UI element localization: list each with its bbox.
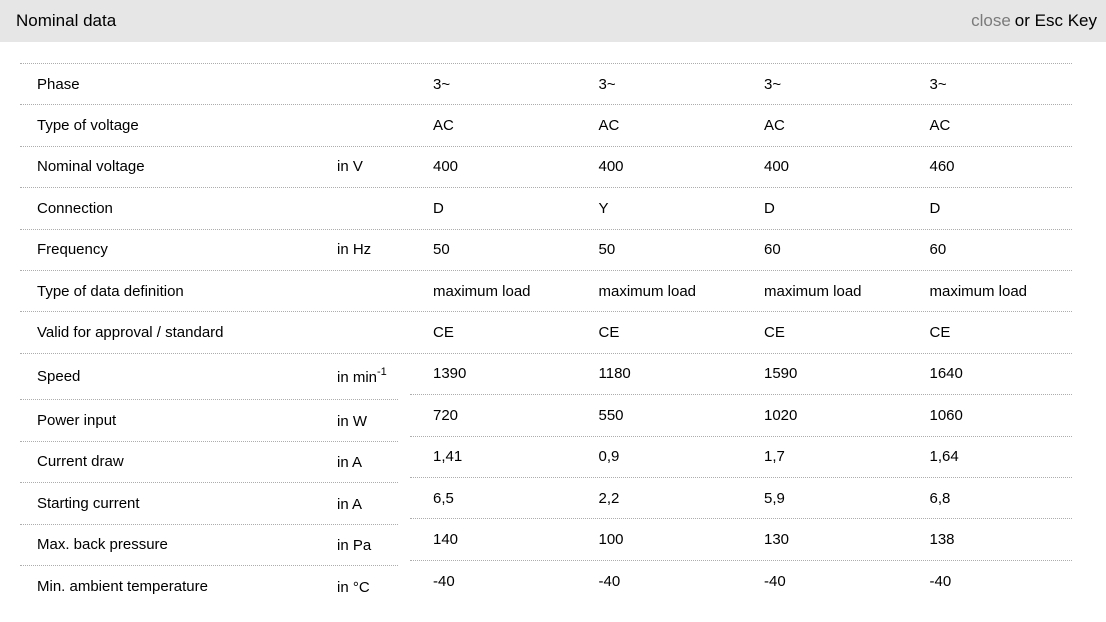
row-value: maximum load xyxy=(764,282,862,300)
row-value: AC xyxy=(433,117,454,135)
row-value: D xyxy=(433,199,444,217)
row-value: maximum load xyxy=(433,282,531,300)
row-value: D xyxy=(764,199,775,217)
row-value: -40 xyxy=(598,572,621,590)
row-unit: in W xyxy=(337,413,367,431)
table-row-frequency xyxy=(20,230,1072,271)
table-row-current-draw-values xyxy=(410,437,1072,478)
dialog-header xyxy=(0,0,1106,42)
row-value: 140 xyxy=(433,530,459,548)
unit-superscript: -1 xyxy=(377,367,387,379)
row-value: D xyxy=(929,199,941,217)
table-row-current-draw xyxy=(20,442,398,483)
row-value: 3~ xyxy=(929,75,947,93)
row-value: 1020 xyxy=(764,406,798,424)
table-row-power-input xyxy=(20,400,398,441)
table-row-type-of-data-definition xyxy=(20,271,1072,312)
row-value: CE xyxy=(433,324,454,342)
row-value: maximum load xyxy=(929,282,1028,300)
row-value: 130 xyxy=(764,530,790,548)
row-unit: in Hz xyxy=(337,241,372,259)
row-label: Nominal voltage xyxy=(37,158,145,176)
row-label: Valid for approval / standard xyxy=(37,324,224,342)
row-value: -40 xyxy=(764,572,786,590)
table-row-connection xyxy=(20,188,1072,229)
row-value: -40 xyxy=(929,572,952,590)
esc-key-hint: or Esc Key xyxy=(1014,11,1097,30)
table-row-starting-current-values xyxy=(410,478,1072,519)
row-label: Current draw xyxy=(37,453,124,471)
close-controls xyxy=(971,11,1097,31)
row-value: 6,5 xyxy=(433,489,454,507)
row-label: Speed xyxy=(37,368,81,386)
row-value: 1,41 xyxy=(433,448,463,466)
row-unit: in A xyxy=(337,495,363,513)
row-label: Connection xyxy=(37,199,113,217)
table-row-valid-for-approval xyxy=(20,312,1072,353)
row-unit: in Pa xyxy=(337,537,372,555)
row-value: 50 xyxy=(433,241,450,259)
row-value: 3~ xyxy=(764,75,782,93)
table-row-type-of-voltage xyxy=(20,105,1072,146)
row-label: Type of voltage xyxy=(37,117,139,135)
row-unit: in V xyxy=(337,158,363,176)
row-value: AC xyxy=(929,117,951,135)
row-value: 2,2 xyxy=(598,489,620,507)
row-value: CE xyxy=(929,324,951,342)
row-value: 400 xyxy=(598,158,624,176)
row-value: 550 xyxy=(598,406,624,424)
row-value: 1590 xyxy=(764,365,798,383)
table-section-top xyxy=(20,63,1072,354)
row-value: AC xyxy=(598,117,620,135)
row-value: maximum load xyxy=(598,282,697,300)
row-value: -40 xyxy=(433,572,455,590)
row-value: 1640 xyxy=(929,365,963,383)
label-column xyxy=(20,354,398,608)
row-unit: in A xyxy=(337,454,363,472)
table-row-speed-values xyxy=(410,354,1072,395)
table-row-max-back-pressure xyxy=(20,525,398,566)
row-label: Power input xyxy=(37,412,117,430)
row-value: 400 xyxy=(764,158,790,176)
row-unit: in °C xyxy=(337,579,370,597)
row-value: 50 xyxy=(598,241,616,259)
value-columns xyxy=(410,354,1072,602)
row-value: 5,9 xyxy=(764,489,785,507)
table-row-min-ambient-temperature-values xyxy=(410,561,1072,602)
row-value: CE xyxy=(598,324,620,342)
row-value: 1,64 xyxy=(929,448,959,466)
table-row-speed xyxy=(20,354,398,401)
row-unit: in $\min^{-1}$ xyxy=(337,367,387,387)
row-value: 100 xyxy=(598,530,624,548)
row-value: 60 xyxy=(929,241,947,259)
close-link[interactable]: close xyxy=(971,11,1011,30)
table-row-max-back-pressure-values xyxy=(410,519,1072,560)
table-section-bottom xyxy=(20,354,1072,608)
row-value: 60 xyxy=(764,241,781,259)
row-value: 1,7 xyxy=(764,448,785,466)
row-value: 6,8 xyxy=(929,489,951,507)
table-row-power-input-values xyxy=(410,395,1072,436)
row-value: 720 xyxy=(433,406,459,424)
row-value: 0,9 xyxy=(598,448,620,466)
row-value: 1060 xyxy=(929,406,963,424)
page-title: Nominal data xyxy=(16,11,117,30)
row-value: CE xyxy=(764,324,785,342)
row-label: Starting current xyxy=(37,494,140,512)
nominal-data-table xyxy=(20,63,1072,607)
row-label: Max. back pressure xyxy=(37,536,168,554)
row-value: 1390 xyxy=(433,365,467,383)
row-value: 400 xyxy=(433,158,459,176)
row-value: 460 xyxy=(929,158,955,176)
row-value: AC xyxy=(764,117,785,135)
table-row-phase xyxy=(20,64,1072,105)
row-label: Min. ambient temperature xyxy=(37,578,208,596)
row-value: 1180 xyxy=(598,365,631,383)
row-label: Frequency xyxy=(37,241,108,259)
row-value: 138 xyxy=(929,530,955,548)
table-row-nominal-voltage xyxy=(20,147,1072,188)
row-value: Y xyxy=(598,199,609,217)
row-label: Phase xyxy=(37,75,80,93)
table-row-starting-current xyxy=(20,483,398,524)
row-value: 3~ xyxy=(598,75,616,93)
row-label: Type of data definition xyxy=(37,282,184,300)
row-value: 3~ xyxy=(433,75,451,93)
table-row-min-ambient-temperature xyxy=(20,566,398,607)
